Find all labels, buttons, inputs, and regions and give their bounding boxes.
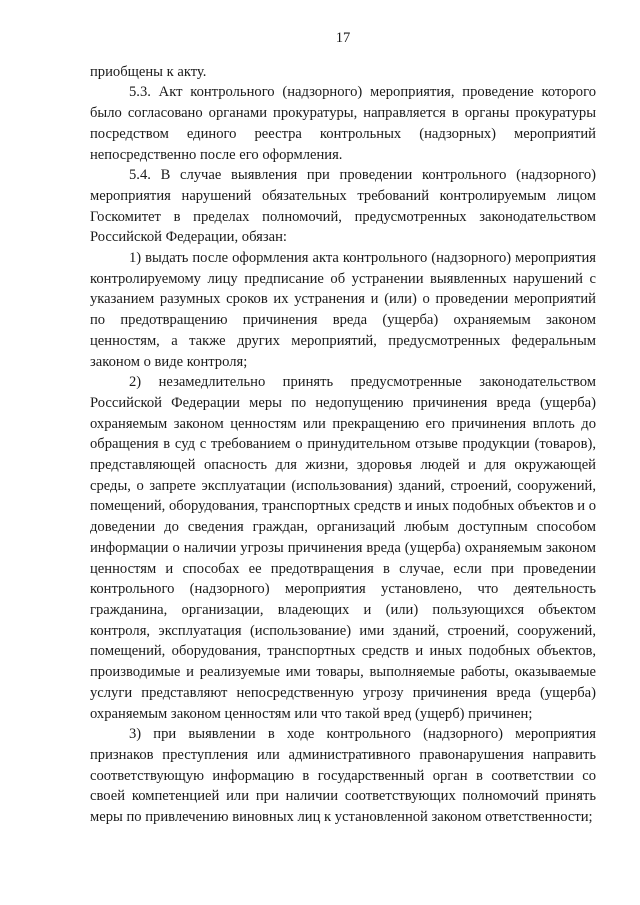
list-item-3: 3) при выявлении в ходе контрольного (надзорного) мероприятия признаков преступления или административного правонарушения направить соответствующую информацию в государственный орган в соответствии со своей компетенцией или при наличии соответствующих полномочий принять меры по привлечению виновных лиц к установленной законом ответственности; bbox=[90, 726, 596, 826]
paragraph-continuation: приобщены к акту. bbox=[90, 63, 207, 80]
paragraph-5-4: 5.4. В случае выявления при проведении контрольного (надзорного) мероприятия нарушений обязательных требований контролируемым лицом Госкомитет в пределах полномочий, предусмотренных законодательством Российской Федерации, обязан: bbox=[90, 167, 596, 246]
paragraph-5-3: 5.3. Акт контрольного (надзорного) мероприятия, проведение которого было согласовано органами прокуратуры, направляется в органы прокуратуры посредством единого реестра контрольных (надзорных) мероприятий непосредственно после его оформления. bbox=[90, 84, 596, 163]
list-item-2: 2) незамедлительно принять предусмотренные законодательством Российской Федерации меры по недопущению причинения вреда (ущерба) охраняемым законом ценностям или прекращению его причинения вплоть до обращения в суд с требованием о принудительном отзыве продукции (товаров), представляющей опасность для жизни, здоровья людей и для окружающей среды, о запрете эксплуатации (использования) зданий, строений, сооружений, помещений, оборудования, транспортных средств и иных подобных объектов и о доведении до сведения граждан, организаций любым доступным способом информации о наличии угрозы причинения вреда (ущерба) охраняемым законом ценностям и способах ее предотвращения в случае, если при проведении контрольного (надзорного) мероприятия установлено, что деятельность гражданина, организации, владеющих и (или) пользующихся объектом контроля, эксплуатация (использование) ими зданий, строений, сооружений, помещений, оборудования, транспортных средств и иных подобных объектов, производимые и реализуемые ими товары, выполняемые работы, оказываемые услуги представляют непосредственную угрозу причинения вреда (ущерба) охраняемым законом ценностям или что такой вред (ущерб) причинен; bbox=[90, 374, 596, 722]
document-page bbox=[90, 28, 596, 828]
page-number: 17 bbox=[335, 30, 351, 46]
list-item-1: 1) выдать после оформления акта контрольного (надзорного) мероприятия контролируемому лицу предписание об устранении выявленных нарушений с указанием разумных сроков их устранения и (или) о проведении мероприятий по предотвращению причинения вреда (ущерба) охраняемым законом ценностям, а также других мероприятий, предусмотренных федеральным законом о виде контроля; bbox=[90, 250, 596, 370]
